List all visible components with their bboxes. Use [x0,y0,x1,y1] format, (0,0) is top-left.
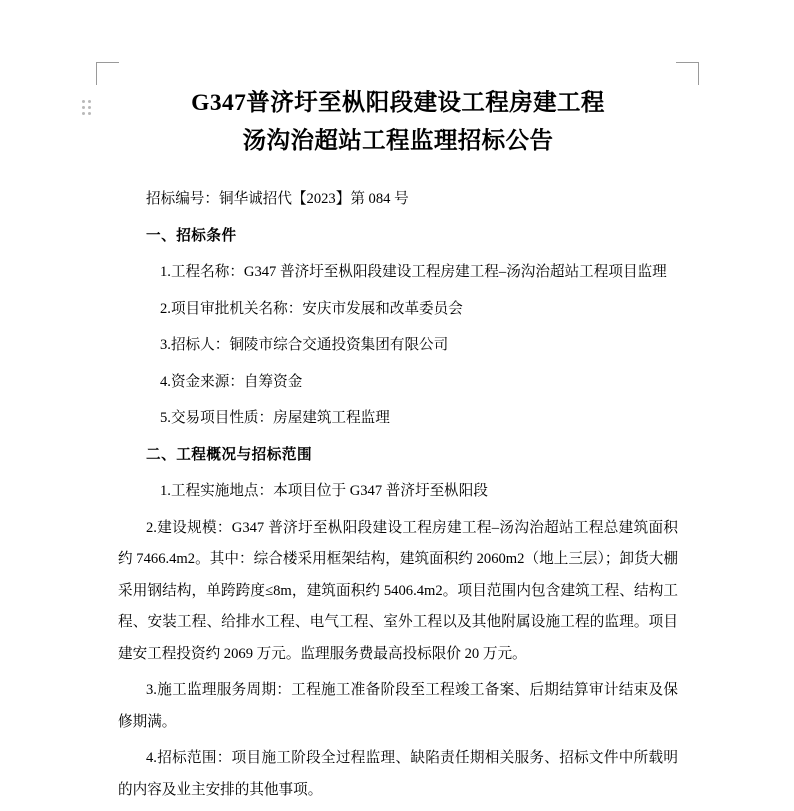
item-2-4: 4.招标范围：项目施工阶段全过程监理、缺陷责任期相关服务、招标文件中所载明的内容及业主安排的其他事项。 [118,750,678,798]
drag-handle-icon[interactable] [82,100,91,115]
crop-mark-top-left [96,62,119,85]
item-2-1: 1.工程实施地点：本项目位于 G347 普济圩至枞阳段 [160,483,488,499]
item-1-5: 5.交易项目性质：房屋建筑工程监理 [160,410,390,426]
document-body [118,184,678,806]
section-1-heading: 一、招标条件 [146,227,237,244]
page-title [118,84,678,160]
item-1-4: 4.资金来源：自筹资金 [160,373,303,390]
item-1-1: 1.工程名称：G347 普济圩至枞阳段建设工程房建工程–汤沟治超站工程项目监理 [160,264,667,280]
item-2-2: 2.建设规模：G347 普济圩至枞阳段建设工程房建工程–汤沟治超站工程总建筑面积约 7466.4m2。其中：综合楼采用框架结构，建筑面积约 2060m2（地上三层）；卸货大棚采用钢结构，单跨跨度≤8m，建筑面积约 5406.4m2。项目范围内包含建筑工程、结构工程、安装工程、给排水工程、电气工程、室外工程以及其他附属设施工程的监理。项目建安工程投资约 2069 万元。监理服务费最高投标限价 20 万元。 [118,519,678,662]
document-content [118,84,678,811]
item-2-3: 3.施工监理服务周期：工程施工准备阶段至工程竣工备案、后期结算审计结束及保修期满。 [118,682,678,730]
item-1-2: 2.项目审批机关名称：安庆市发展和改革委员会 [160,300,463,317]
item-1-3: 3.招标人：铜陵市综合交通投资集团有限公司 [160,337,449,353]
section-2-heading: 二、工程概况与招标范围 [146,446,313,463]
page-title-line-1: G347普济圩至枞阳段建设工程房建工程 [191,90,605,116]
bid-number: 招标编号：铜华诚招代【2023】第 084 号 [146,191,409,207]
crop-mark-top-right [676,62,699,85]
page-title-line-2: 汤沟治超站工程监理招标公告 [242,128,554,154]
